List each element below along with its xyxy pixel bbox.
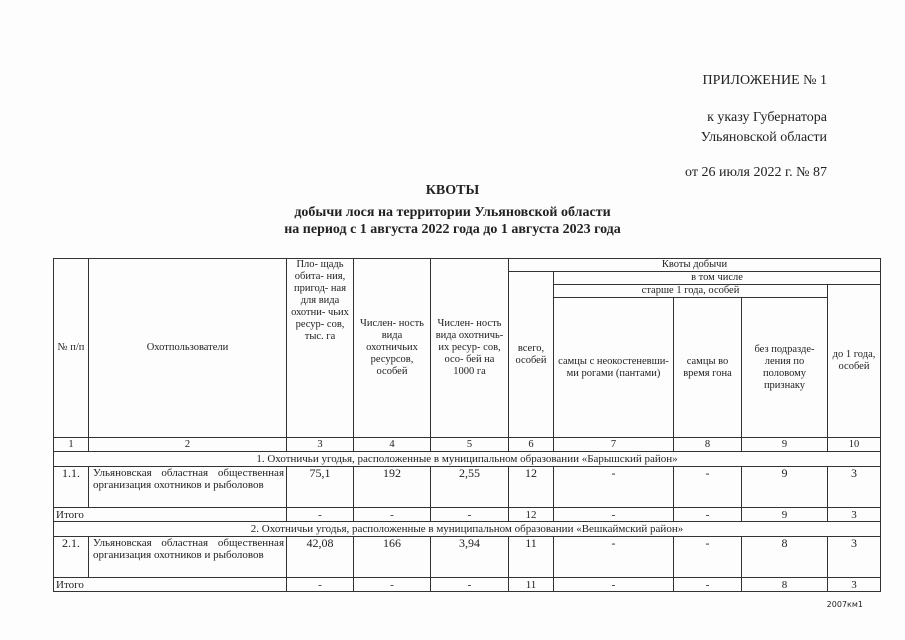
col-number: 9	[742, 438, 828, 452]
row-total: 12	[509, 467, 554, 508]
row-total: 11	[509, 537, 554, 578]
header-num: № п/п	[54, 259, 89, 438]
row-org: Ульяновская областная общественная организация охотников и рыболовов	[89, 537, 287, 578]
col-number: 1	[54, 438, 89, 452]
row-young: 3	[828, 537, 881, 578]
row-young: 3	[828, 467, 881, 508]
col-number: 4	[354, 438, 431, 452]
col-number: 2	[89, 438, 287, 452]
itogo-count: -	[354, 508, 431, 522]
appendix-label: ПРИЛОЖЕНИЕ № 1	[702, 73, 827, 88]
header-males-unossified: самцы с неокостеневши- ми рогами (пантами)	[554, 298, 674, 438]
row-count: 166	[354, 537, 431, 578]
row-males-unossified: -	[554, 467, 674, 508]
itogo-males-rut: -	[674, 578, 742, 592]
itogo-area: -	[287, 508, 354, 522]
itogo-density: -	[431, 578, 509, 592]
section-title: 2. Охотничьи угодья, расположенные в муниципальном образовании «Вешкаймский район»	[54, 522, 881, 537]
itogo-total: 11	[509, 578, 554, 592]
header-males-rut: самцы во время гона	[674, 298, 742, 438]
decree-line-2: Ульяновской области	[700, 130, 827, 145]
table-row	[54, 467, 881, 508]
row-num: 1.1.	[54, 467, 89, 508]
row-males-rut: -	[674, 537, 742, 578]
itogo-young: 3	[828, 508, 881, 522]
column-number-row	[54, 438, 881, 452]
header-users: Охотпользователи	[89, 259, 287, 438]
col-number: 5	[431, 438, 509, 452]
row-males-rut: -	[674, 467, 742, 508]
section-title: 1. Охотничьи угодья, расположенные в муниципальном образовании «Барышский район»	[54, 452, 881, 467]
itogo-density: -	[431, 508, 509, 522]
itogo-label: Итого	[54, 508, 287, 522]
itogo-males-unossified: -	[554, 508, 674, 522]
header-quotas: Квоты добычи	[509, 259, 881, 272]
decree-reference	[701, 108, 827, 148]
itogo-row	[54, 508, 881, 522]
itogo-no-sex: 8	[742, 578, 828, 592]
itogo-row	[54, 578, 881, 592]
row-no-sex: 8	[742, 537, 828, 578]
header-young: до 1 года, особей	[828, 285, 881, 438]
itogo-no-sex: 9	[742, 508, 828, 522]
document-subtitle-2: на период с 1 августа 2022 года до 1 августа 2023 года	[284, 222, 621, 237]
row-males-unossified: -	[554, 537, 674, 578]
decree-date: от 26 июля 2022 г. № 87	[685, 165, 827, 180]
header-older: старше 1 года, особей	[554, 285, 828, 298]
row-density: 3,94	[431, 537, 509, 578]
document-title: КВОТЫ	[425, 183, 480, 198]
col-number: 7	[554, 438, 674, 452]
row-count: 192	[354, 467, 431, 508]
col-number: 3	[287, 438, 354, 452]
header-total: всего, особей	[509, 272, 554, 438]
itogo-count: -	[354, 578, 431, 592]
row-num: 2.1.	[54, 537, 89, 578]
itogo-label: Итого	[54, 578, 287, 592]
header-density: Числен- ность вида охотничь- их ресур- сов, осо- бей на 1000 га	[431, 259, 509, 438]
header-including: в том числе	[554, 272, 881, 285]
row-org: Ульяновская областная общественная организация охотников и рыболовов	[89, 467, 287, 508]
row-area: 75,1	[287, 467, 354, 508]
itogo-males-unossified: -	[554, 578, 674, 592]
col-number: 10	[828, 438, 881, 452]
row-no-sex: 9	[742, 467, 828, 508]
itogo-area: -	[287, 578, 354, 592]
document-code-stamp: 2007км1	[826, 600, 863, 609]
itogo-young: 3	[828, 578, 881, 592]
row-area: 42,08	[287, 537, 354, 578]
header-count: Числен- ность вида охотничьих ресурсов, особей	[354, 259, 431, 438]
header-area: Пло- щадь обита- ния, пригод- ная для вида охотни- чьих ресур- сов, тыс. га	[287, 259, 354, 438]
col-number: 6	[509, 438, 554, 452]
itogo-total: 12	[509, 508, 554, 522]
quota-table	[53, 258, 881, 592]
row-density: 2,55	[431, 467, 509, 508]
itogo-males-rut: -	[674, 508, 742, 522]
document-subtitle-1: добычи лося на территории Ульяновской области	[294, 205, 611, 220]
decree-line-1: к указу Губернатора	[707, 110, 827, 125]
table-row	[54, 537, 881, 578]
col-number: 8	[674, 438, 742, 452]
header-no-sex: без подразде- ления по половому признаку	[742, 298, 828, 438]
